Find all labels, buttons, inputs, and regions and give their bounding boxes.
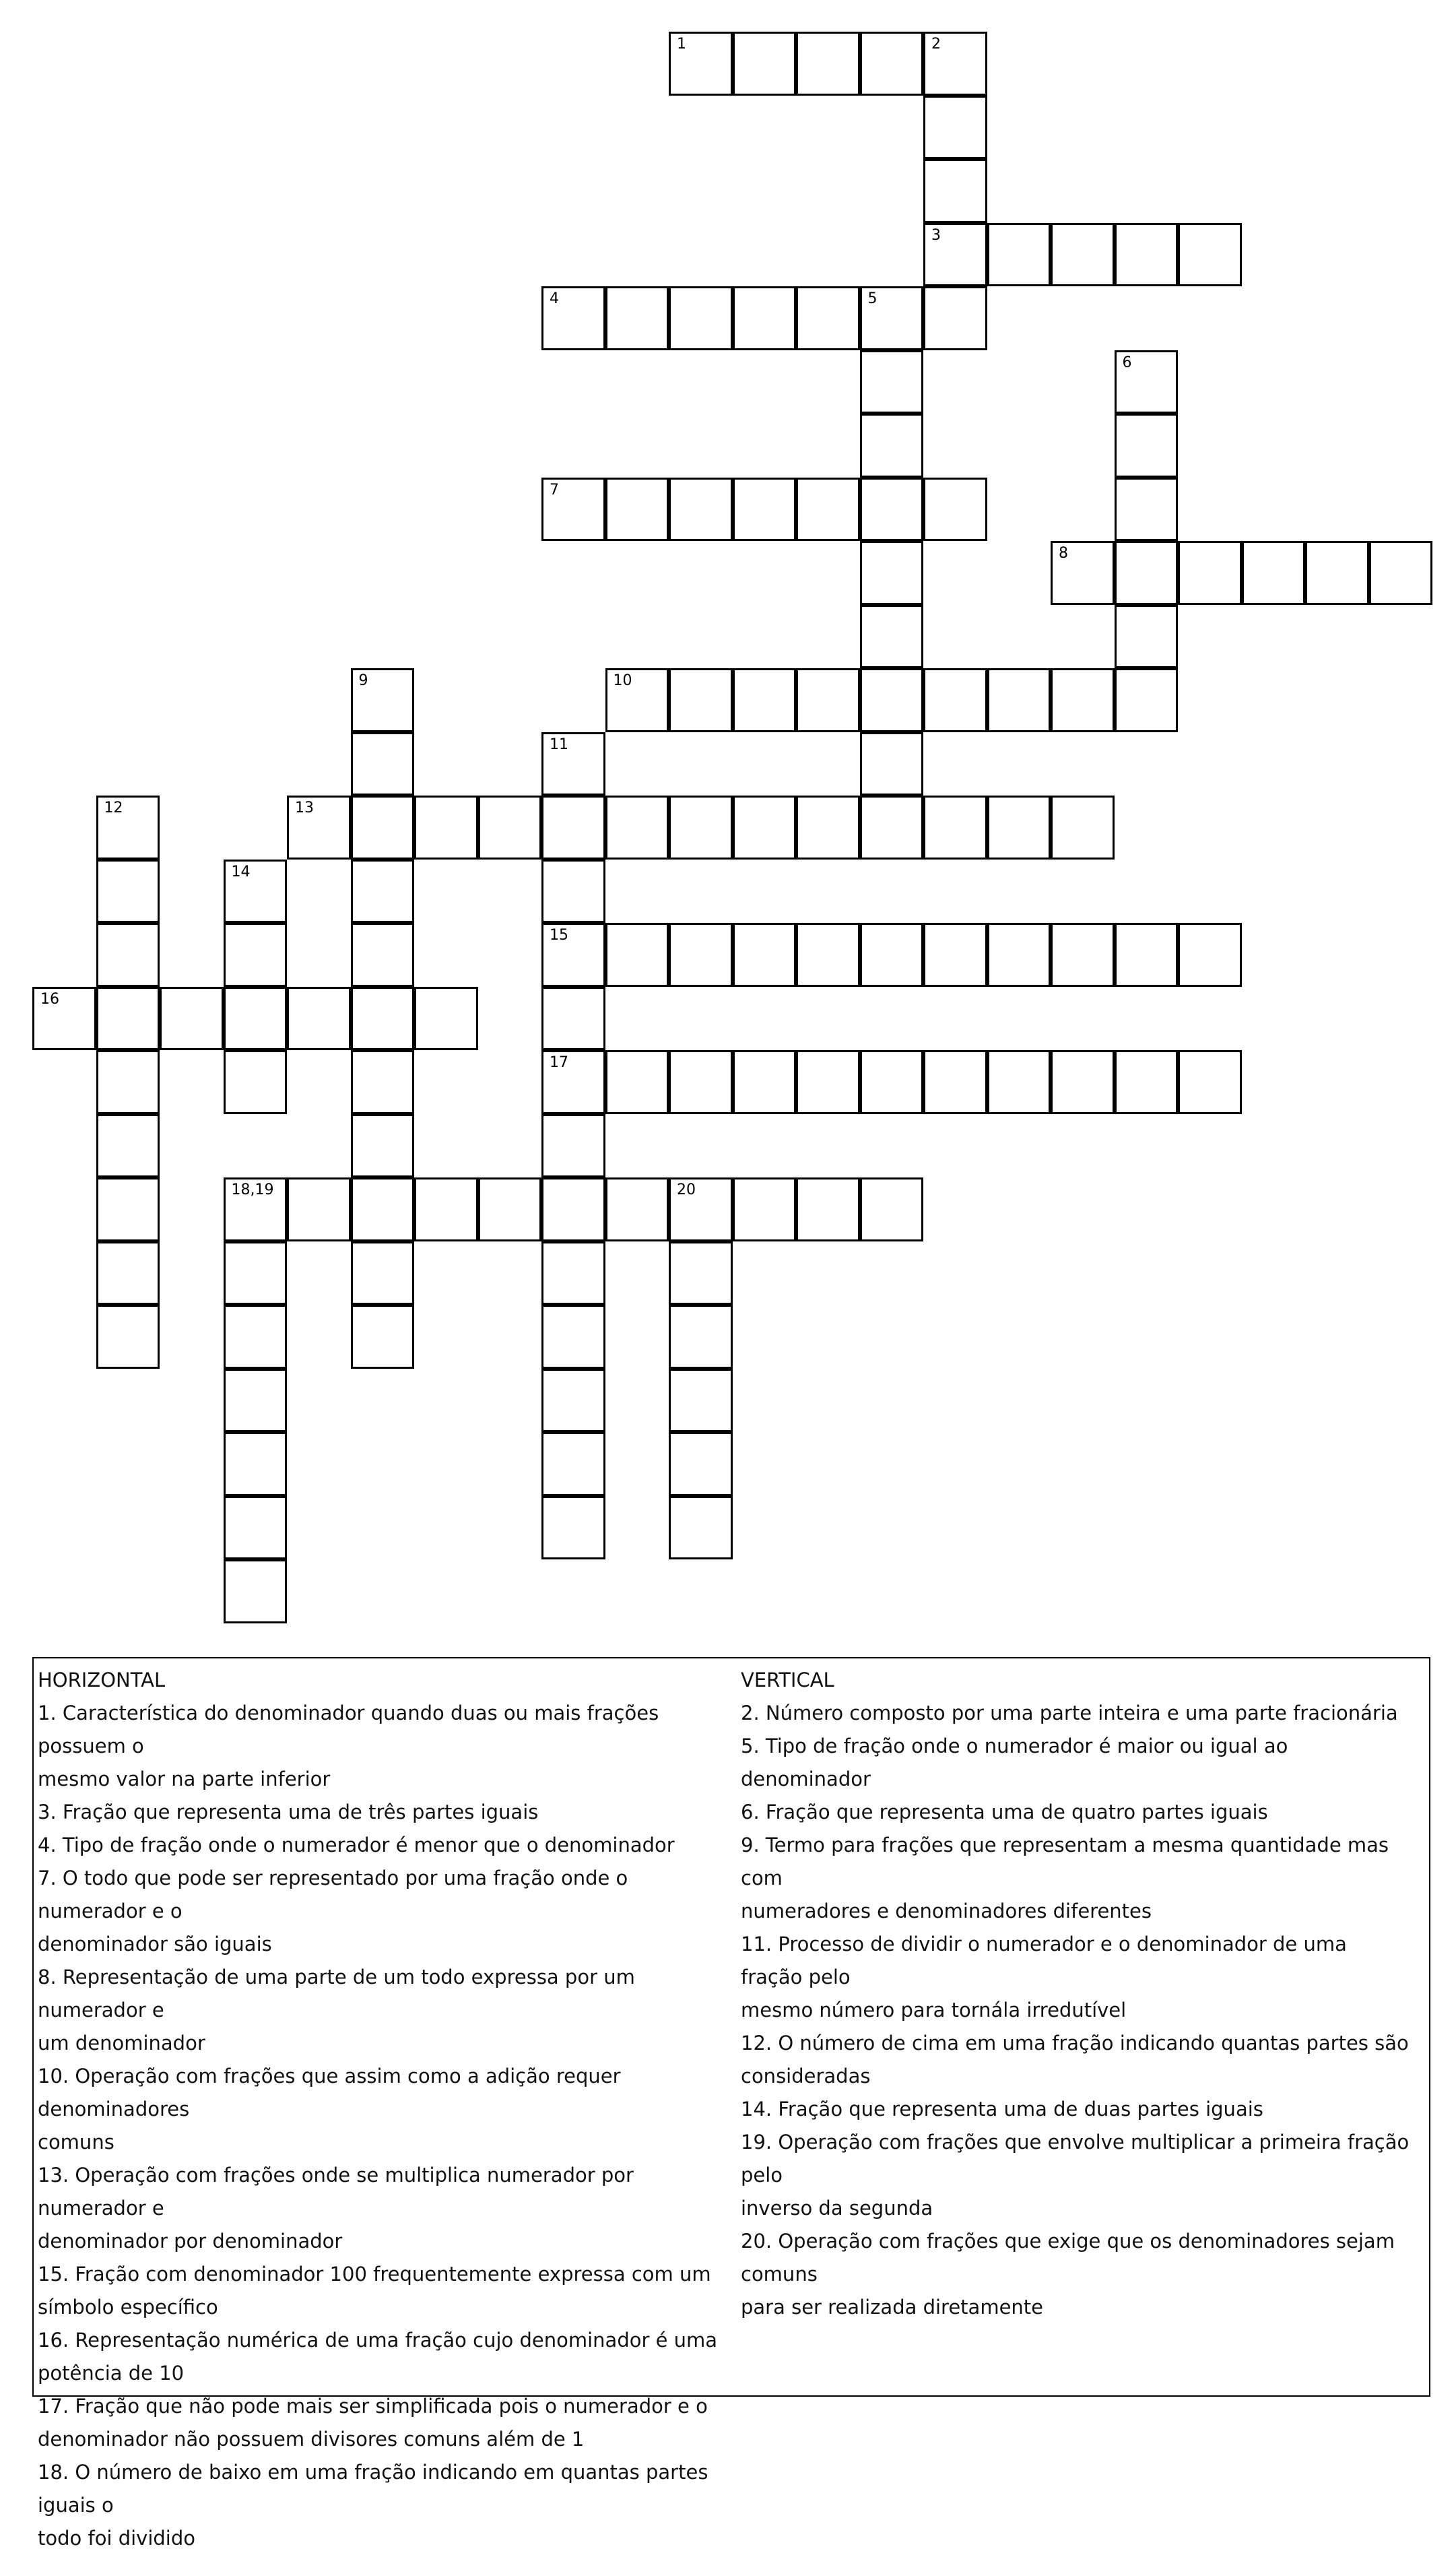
grid-cell[interactable] bbox=[796, 286, 860, 350]
grid-cell[interactable] bbox=[224, 1369, 288, 1433]
grid-cell[interactable] bbox=[987, 796, 1051, 860]
grid-cell[interactable] bbox=[669, 1241, 733, 1305]
grid-cell[interactable] bbox=[1051, 668, 1115, 732]
grid-cell[interactable] bbox=[860, 732, 924, 796]
grid-cell[interactable] bbox=[351, 1177, 415, 1241]
clue-number: 8 bbox=[1059, 545, 1068, 562]
grid-cell[interactable] bbox=[224, 1496, 288, 1560]
horizontal-clue-line: todo foi dividido bbox=[38, 2527, 196, 2550]
grid-cell[interactable] bbox=[287, 1177, 351, 1241]
grid-cell[interactable] bbox=[541, 478, 605, 542]
grid-cell[interactable] bbox=[669, 1496, 733, 1560]
clue-number: 17 bbox=[550, 1054, 568, 1071]
grid-cell[interactable] bbox=[923, 923, 987, 987]
grid-cell[interactable] bbox=[351, 668, 415, 732]
vertical-clue-line: 20. Operação com frações que exige que os denominadores sejam comuns bbox=[741, 2230, 1395, 2286]
grid-cell[interactable] bbox=[923, 1050, 987, 1114]
grid-cell[interactable] bbox=[860, 478, 924, 542]
grid-cell[interactable] bbox=[224, 1177, 288, 1241]
grid-cell[interactable] bbox=[96, 987, 160, 1051]
horizontal-clue-line: um denominador bbox=[38, 2032, 205, 2055]
grid-cell[interactable] bbox=[860, 32, 924, 96]
vertical-clue-line: 6. Fração que representa uma de quatro partes iguais bbox=[741, 1801, 1268, 1823]
grid-cell[interactable] bbox=[860, 796, 924, 860]
grid-cell[interactable] bbox=[987, 223, 1051, 287]
grid-cell[interactable] bbox=[351, 1050, 415, 1114]
vertical-clue-line: inverso da segunda bbox=[741, 2197, 933, 2220]
vertical-clue-line: 9. Termo para frações que representam a mesma quantidade mas com bbox=[741, 1834, 1389, 1889]
grid-cell[interactable] bbox=[860, 541, 924, 605]
grid-cell[interactable] bbox=[1115, 350, 1179, 414]
grid-cell[interactable] bbox=[733, 32, 797, 96]
grid-cell[interactable] bbox=[32, 987, 96, 1051]
grid-cell[interactable] bbox=[923, 668, 987, 732]
grid-cell[interactable] bbox=[541, 1432, 605, 1496]
grid-cell[interactable] bbox=[96, 1114, 160, 1178]
grid-cell[interactable] bbox=[541, 1177, 605, 1241]
grid-cell[interactable] bbox=[224, 1241, 288, 1305]
vertical-clue-line: 12. O número de cima em uma fração indicando quantas partes são bbox=[741, 2032, 1409, 2055]
clue-number: 18,19 bbox=[231, 1182, 274, 1198]
clue-number: 12 bbox=[104, 800, 123, 816]
vertical-clue-line: 11. Processo de dividir o numerador e o denominador de uma fração pelo bbox=[741, 1933, 1347, 1988]
clue-number: 4 bbox=[550, 290, 559, 307]
grid-cell[interactable] bbox=[860, 1177, 924, 1241]
grid-cell[interactable] bbox=[1178, 223, 1242, 287]
vertical-clue-line: para ser realizada diretamente bbox=[741, 2296, 1044, 2319]
grid-cell[interactable] bbox=[1178, 923, 1242, 987]
grid-cell[interactable] bbox=[669, 923, 733, 987]
horizontal-clue-line: 18. O número de baixo em uma fração indicando em quantas partes iguais o bbox=[38, 2461, 708, 2517]
clue-number: 11 bbox=[550, 736, 568, 753]
grid-cell[interactable] bbox=[224, 1432, 288, 1496]
grid-cell[interactable] bbox=[1051, 541, 1115, 605]
grid-cell[interactable] bbox=[733, 1177, 797, 1241]
grid-cell[interactable] bbox=[733, 923, 797, 987]
grid-cell[interactable] bbox=[669, 1305, 733, 1369]
grid-cell[interactable] bbox=[224, 1050, 288, 1114]
grid-cell[interactable] bbox=[669, 286, 733, 350]
grid-cell[interactable] bbox=[860, 414, 924, 478]
grid-cell[interactable] bbox=[796, 923, 860, 987]
grid-cell[interactable] bbox=[1051, 1050, 1115, 1114]
grid-cell[interactable] bbox=[541, 923, 605, 987]
grid-cell[interactable] bbox=[1115, 478, 1179, 542]
vertical-clue-line: 2. Número composto por uma parte inteira e uma parte fracionária bbox=[741, 1702, 1398, 1724]
grid-cell[interactable] bbox=[796, 796, 860, 860]
grid-cell[interactable] bbox=[923, 286, 987, 350]
grid-cell[interactable] bbox=[541, 732, 605, 796]
grid-cell[interactable] bbox=[224, 860, 288, 924]
grid-cell[interactable] bbox=[1178, 1050, 1242, 1114]
clue-number: 9 bbox=[358, 672, 368, 689]
vertical-clues bbox=[741, 1664, 1414, 2324]
horizontal-clue-line: 13. Operação com frações onde se multiplica numerador por numerador e bbox=[38, 2164, 634, 2220]
grid-cell[interactable] bbox=[414, 796, 478, 860]
horizontal-clue-line: denominador por denominador bbox=[38, 2230, 343, 2253]
grid-cell[interactable] bbox=[669, 1050, 733, 1114]
horizontal-clue-line: 17. Fração que não pode mais ser simplificada pois o numerador e o bbox=[38, 2395, 708, 2418]
horizontal-clue-line: 10. Operação com frações que assim como a adição requer denominadores bbox=[38, 2065, 621, 2121]
grid-cell[interactable] bbox=[96, 1050, 160, 1114]
grid-cell[interactable] bbox=[1051, 796, 1115, 860]
grid-cell[interactable] bbox=[605, 1177, 669, 1241]
grid-cell[interactable] bbox=[351, 923, 415, 987]
grid-cell[interactable] bbox=[224, 987, 288, 1051]
clue-number: 6 bbox=[1122, 354, 1132, 371]
grid-cell[interactable] bbox=[923, 96, 987, 160]
grid-cell[interactable] bbox=[287, 987, 351, 1051]
grid-cell[interactable] bbox=[605, 923, 669, 987]
horizontal-clue-line: 15. Fração com denominador 100 frequentemente expressa com um bbox=[38, 2263, 711, 2286]
grid-cell[interactable] bbox=[733, 286, 797, 350]
grid-cell[interactable] bbox=[1115, 223, 1179, 287]
horizontal-clue-line: mesmo valor na parte inferior bbox=[38, 1768, 331, 1790]
grid-cell[interactable] bbox=[541, 286, 605, 350]
vertical-clue-line: numeradores e denominadores diferentes bbox=[741, 1900, 1152, 1922]
horizontal-clues bbox=[38, 1664, 738, 2555]
clue-number: 7 bbox=[550, 481, 559, 498]
grid-cell[interactable] bbox=[1242, 541, 1306, 605]
grid-cell[interactable] bbox=[287, 796, 351, 860]
clue-number: 16 bbox=[40, 990, 59, 1008]
horizontal-clue-line: símbolo específico bbox=[38, 2296, 218, 2319]
grid-cell[interactable] bbox=[669, 1369, 733, 1433]
grid-cell[interactable] bbox=[351, 1114, 415, 1178]
grid-cell[interactable] bbox=[351, 1241, 415, 1305]
grid-cell[interactable] bbox=[669, 796, 733, 860]
grid-cell[interactable] bbox=[796, 478, 860, 542]
grid-cell[interactable] bbox=[1305, 541, 1369, 605]
clue-number: 13 bbox=[295, 800, 314, 816]
grid-cell[interactable] bbox=[923, 796, 987, 860]
grid-cell[interactable] bbox=[923, 223, 987, 287]
vertical-clue-line: consideradas bbox=[741, 2065, 871, 2088]
grid-cell[interactable] bbox=[96, 1241, 160, 1305]
clue-number: 3 bbox=[931, 226, 941, 244]
grid-cell[interactable] bbox=[541, 1241, 605, 1305]
horizontal-clue-line: 3. Fração que representa uma de três partes iguais bbox=[38, 1801, 539, 1823]
grid-cell[interactable] bbox=[860, 668, 924, 732]
horizontal-clue-line: 7. O todo que pode ser representado por uma fração onde o numerador e o bbox=[38, 1867, 628, 1922]
vertical-clue-line: mesmo número para tornála irredutível bbox=[741, 1999, 1127, 2022]
grid-cell[interactable] bbox=[605, 1050, 669, 1114]
horizontal-clue-line: denominador não possuem divisores comuns além de 1 bbox=[38, 2428, 585, 2451]
grid-cell[interactable] bbox=[733, 668, 797, 732]
grid-cell[interactable] bbox=[987, 668, 1051, 732]
grid-cell[interactable] bbox=[541, 796, 605, 860]
grid-cell[interactable] bbox=[733, 796, 797, 860]
grid-cell[interactable] bbox=[351, 987, 415, 1051]
grid-cell[interactable] bbox=[224, 1559, 288, 1623]
grid-cell[interactable] bbox=[1178, 541, 1242, 605]
grid-cell[interactable] bbox=[1115, 1050, 1179, 1114]
grid-cell[interactable] bbox=[1051, 923, 1115, 987]
grid-cell[interactable] bbox=[669, 1177, 733, 1241]
vertical-clue-line: 5. Tipo de fração onde o numerador é maior ou igual ao denominador bbox=[741, 1735, 1288, 1790]
clues-box bbox=[32, 1657, 1430, 2550]
grid-cell[interactable] bbox=[733, 478, 797, 542]
grid-cell[interactable] bbox=[224, 1305, 288, 1369]
grid-cell[interactable] bbox=[478, 1177, 542, 1241]
grid-cell[interactable] bbox=[541, 860, 605, 924]
grid-cell[interactable] bbox=[541, 1050, 605, 1114]
grid-cell[interactable] bbox=[414, 987, 478, 1051]
grid-cell[interactable] bbox=[96, 923, 160, 987]
grid-cell[interactable] bbox=[605, 796, 669, 860]
grid-cell[interactable] bbox=[860, 286, 924, 350]
grid-cell[interactable] bbox=[605, 668, 669, 732]
grid-cell[interactable] bbox=[541, 1305, 605, 1369]
grid-cell[interactable] bbox=[669, 1432, 733, 1496]
grid-cell[interactable] bbox=[796, 668, 860, 732]
grid-cell[interactable] bbox=[160, 987, 224, 1051]
grid-cell[interactable] bbox=[923, 478, 987, 542]
grid-cell[interactable] bbox=[860, 1050, 924, 1114]
grid-cell[interactable] bbox=[1115, 605, 1179, 669]
grid-cell[interactable] bbox=[541, 987, 605, 1051]
vertical-clue-line: 19. Operação com frações que envolve multiplicar a primeira fração pelo bbox=[741, 2131, 1410, 2187]
grid-cell[interactable] bbox=[605, 286, 669, 350]
horizontal-clue-line: denominador são iguais bbox=[38, 1933, 272, 1955]
grid-cell[interactable] bbox=[96, 796, 160, 860]
grid-cell[interactable] bbox=[96, 1305, 160, 1369]
grid-cell[interactable] bbox=[605, 478, 669, 542]
grid-cell[interactable] bbox=[96, 860, 160, 924]
grid-cell[interactable] bbox=[733, 1050, 797, 1114]
horizontal-clue-line: 4. Tipo de fração onde o numerador é menor que o denominador bbox=[38, 1834, 675, 1856]
horizontal-clue-line: 16. Representação numérica de uma fração cujo denominador é uma bbox=[38, 2329, 718, 2352]
grid-cell[interactable] bbox=[860, 923, 924, 987]
grid-cell[interactable] bbox=[987, 1050, 1051, 1114]
grid-cell[interactable] bbox=[796, 1177, 860, 1241]
grid-cell[interactable] bbox=[669, 478, 733, 542]
clue-number: 20 bbox=[677, 1182, 696, 1198]
grid-cell[interactable] bbox=[351, 1305, 415, 1369]
grid-cell[interactable] bbox=[1051, 223, 1115, 287]
grid-cell[interactable] bbox=[1369, 541, 1433, 605]
grid-cell[interactable] bbox=[1115, 923, 1179, 987]
clue-number: 1 bbox=[677, 36, 686, 53]
grid-cell[interactable] bbox=[669, 32, 733, 96]
grid-cell[interactable] bbox=[796, 1050, 860, 1114]
grid-cell[interactable] bbox=[923, 32, 987, 96]
grid-cell[interactable] bbox=[541, 1496, 605, 1560]
grid-cell[interactable] bbox=[351, 732, 415, 796]
clue-number: 14 bbox=[231, 863, 251, 880]
grid-cell[interactable] bbox=[923, 159, 987, 223]
grid-cell[interactable] bbox=[860, 605, 924, 669]
grid-cell[interactable] bbox=[541, 1114, 605, 1178]
grid-cell[interactable] bbox=[96, 1177, 160, 1241]
grid-cell[interactable] bbox=[796, 32, 860, 96]
clue-number: 15 bbox=[550, 927, 568, 944]
grid-cell[interactable] bbox=[224, 923, 288, 987]
horizontal-clue-line: 1. Característica do denominador quando duas ou mais frações possuem o bbox=[38, 1702, 659, 1757]
grid-cell[interactable] bbox=[478, 796, 542, 860]
grid-cell[interactable] bbox=[1115, 414, 1179, 478]
grid-cell[interactable] bbox=[541, 1369, 605, 1433]
horizontal-clue-line: 8. Representação de uma parte de um todo expressa por um numerador e bbox=[38, 1966, 635, 2022]
clue-number: 5 bbox=[867, 290, 878, 307]
grid-cell[interactable] bbox=[987, 923, 1051, 987]
horizontal-clue-line: comuns bbox=[38, 2131, 114, 2154]
vertical-clue-line: 14. Fração que representa uma de duas partes iguais bbox=[741, 2098, 1263, 2121]
clue-number: 10 bbox=[613, 672, 632, 689]
grid-cell[interactable] bbox=[669, 668, 733, 732]
grid-cell[interactable] bbox=[351, 796, 415, 860]
clue-number: 2 bbox=[931, 36, 941, 53]
grid-cell[interactable] bbox=[860, 350, 924, 414]
grid-cell[interactable] bbox=[414, 1177, 478, 1241]
horizontal-clue-line: potência de 10 bbox=[38, 2362, 185, 2385]
vertical-heading: VERTICAL bbox=[741, 1669, 834, 1691]
grid-cell[interactable] bbox=[351, 860, 415, 924]
horizontal-heading: HORIZONTAL bbox=[38, 1669, 166, 1691]
grid-cell[interactable] bbox=[1115, 541, 1179, 605]
grid-cell[interactable] bbox=[1115, 668, 1179, 732]
